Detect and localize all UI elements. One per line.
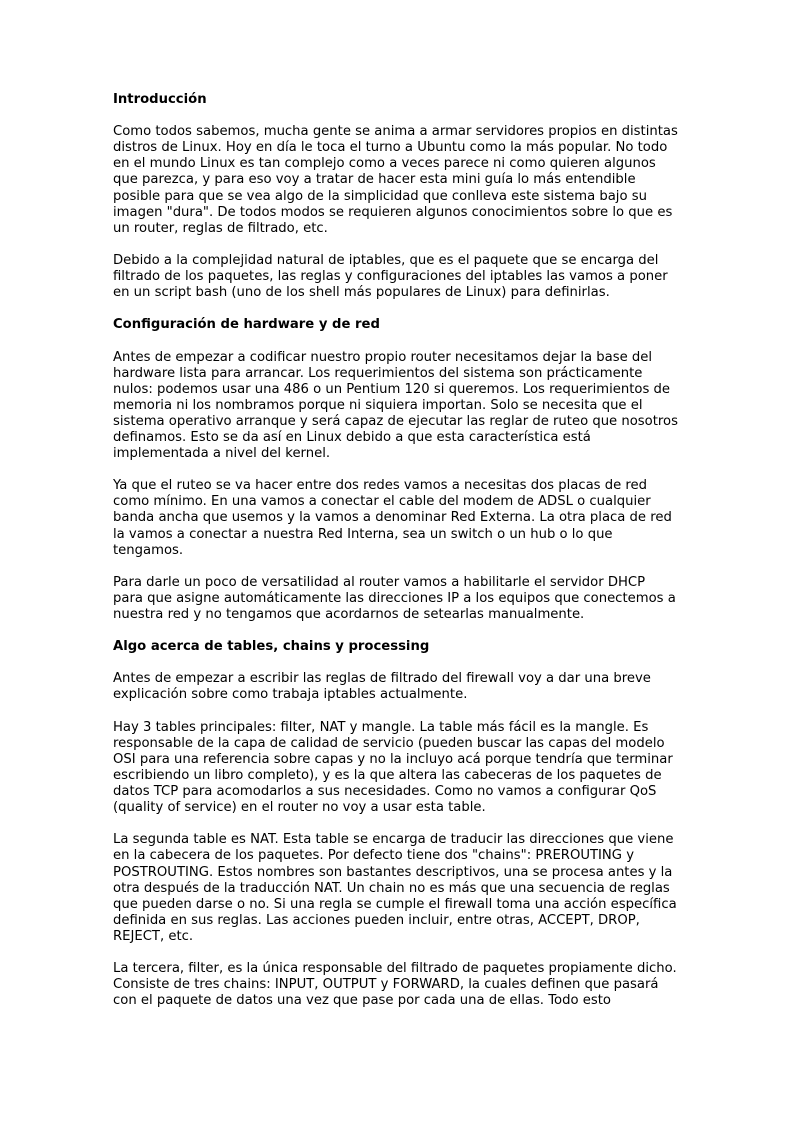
- paragraph: Debido a la complejidad natural de iptables, que es el paquete que se encarga del filtrado de los paquetes, las reglas y configuraciones del iptables las vamos a poner en un script bash (uno de los shell más populares de Linux) para definirlas.: [113, 252, 668, 301]
- paragraph: Como todos sabemos, mucha gente se anima a armar servidores propios en distintas distros de Linux. Hoy en día le toca el turno a Ubuntu como la más popular. No todo en el mundo Linux es tan complejo como a veces parece ni como quieren algunos que parezca, y para eso voy a tratar de hacer esta mini guía lo más entendible posible para que se vea algo de la simplicidad que conlleva este sistema bajo su imagen "dura". De todos modos se requieren algunos conocimientos sobre lo que es un router, reglas de filtrado, etc.: [113, 124, 678, 236]
- paragraph: La segunda table es NAT. Esta table se encarga de traducir las direcciones que viene en la cabecera de los paquetes. Por defecto tiene dos "chains": PREROUTING y POSTROUTING. Estos nombres son bastantes descriptivos, una se procesa antes y la otra después de la traducción NAT. Un chain no es más que una secuencia de reglas que pueden darse o no. Si una regla se cumple el firewall toma una acción específica definida en sus reglas. Las acciones pueden incluir, entre otras, ACCEPT, DROP, REJECT, etc.: [113, 832, 677, 944]
- paragraph: Antes de empezar a escribir las reglas de filtrado del firewall voy a dar una breve explicación sobre como trabaja iptables actualmente.: [113, 671, 651, 703]
- paragraph: Ya que el ruteo se va hacer entre dos redes vamos a necesitas dos placas de red como mínimo. En una vamos a conectar el cable del modem de ADSL o cualquier banda ancha que usemos y la vamos a denominar Red Externa. La otra placa de red la vamos a conectar a nuestra Red Interna, sea un switch o un hub o lo que tengamos.: [113, 478, 672, 558]
- section-heading-hardware: Configuración de hardware y de red: [113, 317, 380, 333]
- paragraph: La tercera, filter, es la única responsable del filtrado de paquetes propiamente dicho. Consiste de tres chains: INPUT, OUTPUT y FORWARD, la cuales definen que pasará con el paquete de datos una vez que pase por cada una de ellas. Todo esto: [113, 961, 677, 1009]
- section-heading-introduccion: Introducción: [113, 92, 207, 107]
- section-heading-tables-chains: Algo acerca de tables, chains y processing: [113, 639, 430, 655]
- paragraph: Para darle un poco de versatilidad al router vamos a habilitarle el servidor DHCP para que asigne automáticamente las direcciones IP a los equipos que conectemos a nuestra red y no tengamos que acordarnos de setearlas manualmente.: [113, 574, 676, 622]
- paragraph: Antes de empezar a codificar nuestro propio router necesitamos dejar la base del hardware lista para arrancar. Los requerimientos del sistema son prácticamente nulos: podemos usar una 486 o un Pentium 120 si queremos. Los requerimientos de memoria ni los nombramos porque ni siquiera importan. Solo se necesita que el sistema operativo arranque y será capaz de ejecutar las reglar de ruteo que nosotros definamos. Esto se da así en Linux debido a que esta característica está implementada a nivel del kernel.: [113, 349, 678, 462]
- paragraph: Hay 3 tables principales: filter, NAT y mangle. La table más fácil es la mangle. Es responsable de la capa de calidad de servicio (pueden buscar las capas del modelo OSI para una referencia sobre capas y no la incluyo acá porque tendría que terminar escribiendo un libro completo), y es la que altera las cabeceras de los paquetes de datos TCP para acomodarlos a sus necesidades. Como no vamos a configurar QoS (quality of service) en el router no voy a usar esta table.: [113, 719, 673, 816]
- document-page: [113, 92, 678, 1009]
